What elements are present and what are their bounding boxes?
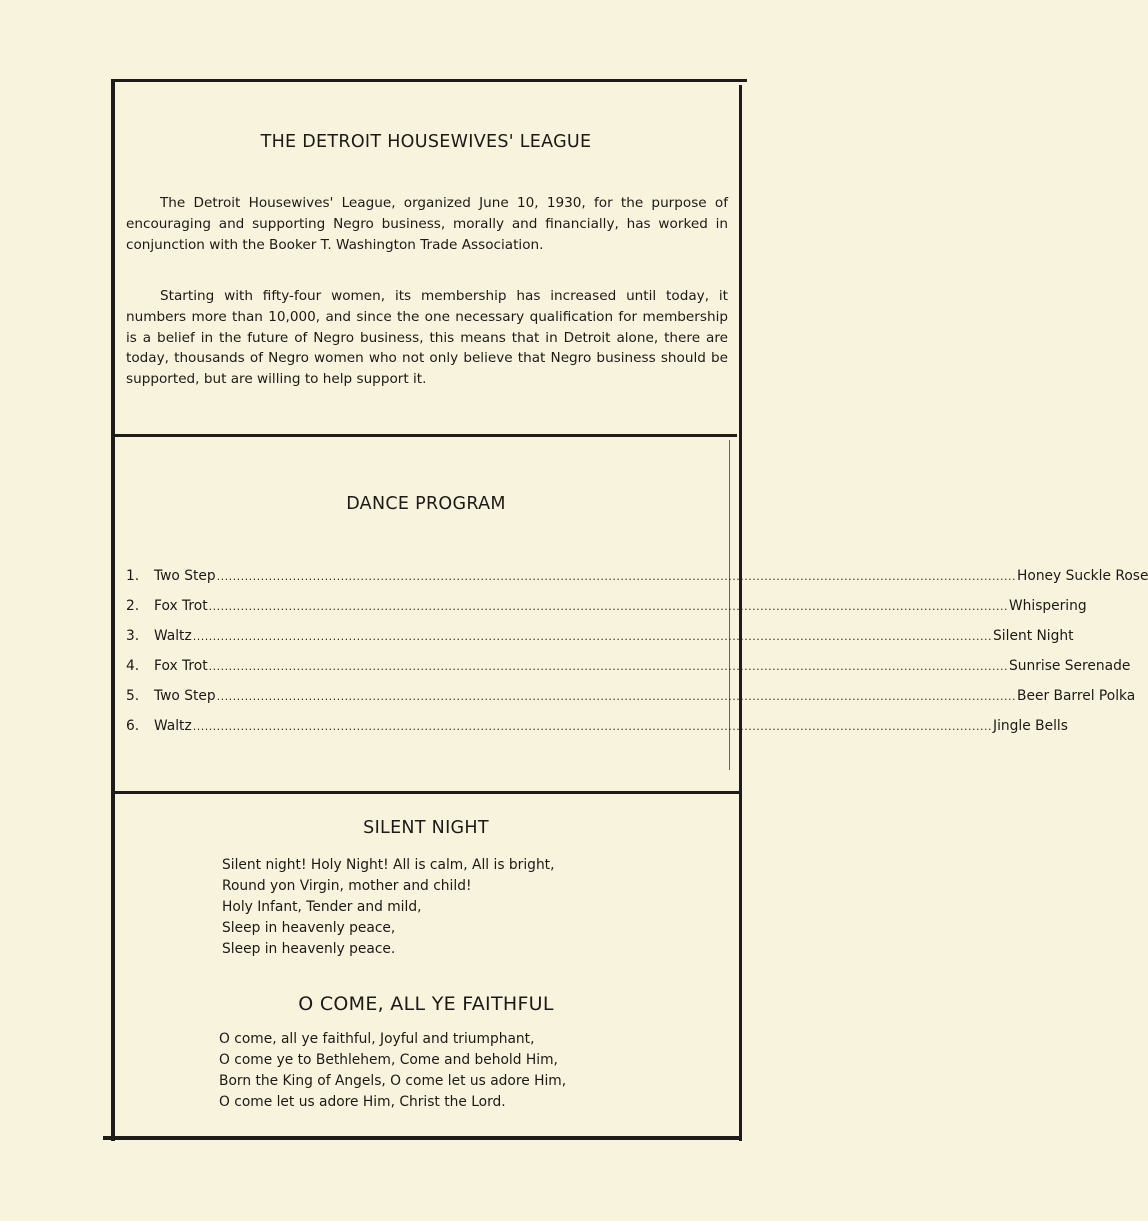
league-title: THE DETROIT HOUSEWIVES' LEAGUE [260, 132, 592, 152]
dance-type: Two Step [154, 688, 216, 704]
dot-leader: ........................................................................................................................................................................................................ [192, 720, 993, 733]
list-item [126, 718, 1068, 748]
song-title: Silent Night [993, 628, 1074, 644]
dance-type: Fox Trot [154, 658, 208, 674]
list-item [126, 628, 1074, 658]
lyric-line: Sleep in heavenly peace. [222, 941, 396, 957]
lyric-line: Silent night! Holy Night! All is calm, All is bright, [222, 857, 555, 873]
dance-type: Fox Trot [154, 598, 208, 614]
silent-night-lyrics [222, 855, 554, 960]
lyric-line: Born the King of Angels, O come let us adore Him, [219, 1073, 567, 1089]
dance-type: Waltz [154, 718, 192, 734]
section-divider [115, 434, 737, 437]
league-paragraph-1-text: The Detroit Housewives' League, organized June 10, 1930, for the purpose of encouraging and supporting Negro business, morally and financially, has worked in conjunction with the Booker T. Washington Trade Association. [126, 195, 728, 253]
dance-type: Two Step [154, 568, 216, 584]
frame-left-rule [111, 79, 115, 1141]
frame-right-rule [739, 85, 742, 1141]
lyric-line: Holy Infant, Tender and mild, [222, 899, 422, 915]
dot-leader: ........................................................................................................................................................................................................ [208, 600, 1008, 613]
dance-number: 2. [126, 598, 140, 614]
dance-number: 1. [126, 568, 140, 584]
list-item [126, 688, 1136, 718]
dance-program-title: DANCE PROGRAM [346, 494, 506, 514]
song-title: Sunrise Serenade [1008, 658, 1131, 674]
song-title: Beer Barrel Polka [1017, 688, 1136, 704]
lyric-line: O come let us adore Him, Christ the Lord. [219, 1094, 506, 1110]
frame-top-rule [111, 79, 747, 82]
dance-number: 6. [126, 718, 140, 734]
list-item [126, 598, 1087, 628]
league-paragraph-1 [126, 193, 728, 255]
dot-leader: ........................................................................................................................................................................................................ [192, 630, 993, 643]
dot-leader: ........................................................................................................................................................................................................ [208, 660, 1008, 673]
lyric-line: O come, all ye faithful, Joyful and triumphant, [219, 1031, 535, 1047]
o-come-lyrics [219, 1029, 566, 1113]
dot-leader: ........................................................................................................................................................................................................ [216, 690, 1016, 703]
frame-bottom-rule [103, 1136, 739, 1140]
song-title-silent-night: SILENT NIGHT [363, 818, 489, 838]
dance-type: Waltz [154, 628, 192, 644]
list-item [126, 658, 1131, 688]
song-title: Jingle Bells [993, 718, 1068, 734]
lyric-line: Round yon Virgin, mother and child! [222, 878, 472, 894]
dot-leader: ........................................................................................................................................................................................................ [216, 570, 1016, 583]
league-paragraph-2-text: Starting with fifty-four women, its membership has increased until today, it numbers more than 10,000, and since the one necessary qualification for membership is a belief in the future of Negro business, this means that in Detroit alone, there are today, thousands of Negro women who not only believe that Negro business should be supported, but are willing to help support it. [126, 288, 728, 388]
song-title: Honey Suckle Rose [1017, 568, 1148, 584]
dance-number: 5. [126, 688, 140, 704]
song-title-o-come-all-ye-faithful: O COME, ALL YE FAITHFUL [298, 993, 554, 1015]
list-item [126, 568, 1148, 598]
lyric-line: O come ye to Bethlehem, Come and behold Him, [219, 1052, 558, 1068]
dance-number: 4. [126, 658, 140, 674]
dance-program-list [126, 568, 1148, 748]
dance-number: 3. [126, 628, 140, 644]
section-divider [113, 791, 739, 794]
league-paragraph-2 [126, 286, 728, 390]
lyric-line: Sleep in heavenly peace, [222, 920, 396, 936]
song-title: Whispering [1008, 598, 1087, 614]
